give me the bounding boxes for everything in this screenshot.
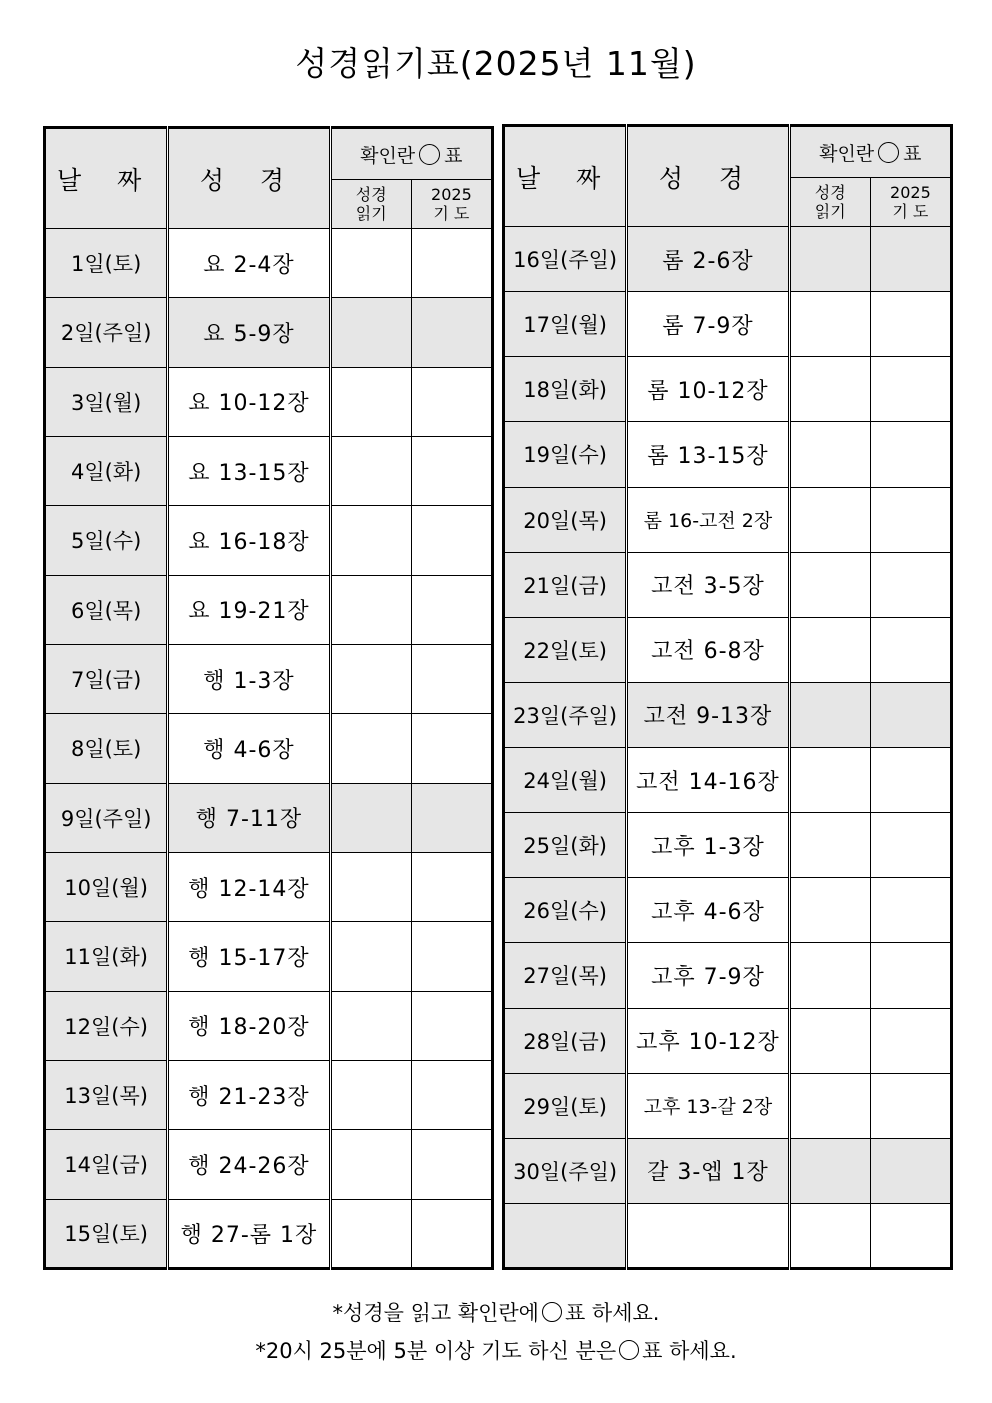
date-cell: 8일(토): [45, 714, 168, 783]
table-row: [504, 1203, 952, 1268]
date-cell: 23일(주일): [504, 682, 627, 747]
read-check-cell[interactable]: [789, 487, 870, 552]
read-check-cell[interactable]: [789, 748, 870, 813]
date-cell: 29일(토): [504, 1073, 627, 1138]
pray-check-cell[interactable]: [411, 783, 492, 852]
table-row: [504, 292, 952, 357]
read-check-cell[interactable]: [330, 1130, 411, 1199]
scripture-cell: 고후 13-갈 2장: [627, 1073, 789, 1138]
date-cell: 27일(목): [504, 943, 627, 1008]
pray-check-cell[interactable]: [411, 367, 492, 436]
table-row: [504, 878, 952, 943]
date-cell: 3일(월): [45, 367, 168, 436]
date-cell: 25일(화): [504, 813, 627, 878]
read-check-cell[interactable]: [330, 852, 411, 921]
date-cell: 13일(목): [45, 1060, 168, 1129]
table-row: [504, 748, 952, 813]
read-check-cell[interactable]: [789, 813, 870, 878]
date-cell: 9일(주일): [45, 783, 168, 852]
table-row: [45, 714, 493, 783]
date-cell: 11일(화): [45, 922, 168, 991]
pray-check-cell[interactable]: [870, 878, 951, 943]
scripture-cell: 고전 6-8장: [627, 617, 789, 682]
scripture-cell: 요 13-15장: [168, 436, 330, 505]
table-row: [504, 422, 952, 487]
scripture-cell: 고후 7-9장: [627, 943, 789, 1008]
date-cell: 26일(수): [504, 878, 627, 943]
table-row: [504, 487, 952, 552]
table-row: [45, 644, 493, 713]
date-cell: 16일(주일): [504, 227, 627, 292]
pray-check-cell[interactable]: [870, 1008, 951, 1073]
scripture-cell: 행 12-14장: [168, 852, 330, 921]
table-row: [45, 367, 493, 436]
read-check-cell[interactable]: [789, 1008, 870, 1073]
pray-check-cell[interactable]: [411, 714, 492, 783]
scripture-cell: 행 24-26장: [168, 1130, 330, 1199]
circle-icon: [878, 142, 899, 163]
header-check: 확인란 표: [789, 126, 951, 178]
table-row: [45, 1060, 493, 1129]
read-check-cell[interactable]: [330, 714, 411, 783]
reading-table-left: [43, 126, 494, 1270]
date-cell: 10일(월): [45, 852, 168, 921]
scripture-cell: 요 2-4장: [168, 229, 330, 298]
scripture-cell: 고전 3-5장: [627, 552, 789, 617]
pray-check-cell[interactable]: [870, 682, 951, 747]
pray-check-cell[interactable]: [870, 813, 951, 878]
table-row: [504, 227, 952, 292]
date-cell: 1일(토): [45, 229, 168, 298]
read-check-cell[interactable]: [789, 1138, 870, 1203]
table-row: [504, 1073, 952, 1138]
read-check-cell[interactable]: [789, 878, 870, 943]
pray-check-cell[interactable]: [870, 227, 951, 292]
date-cell: 22일(토): [504, 617, 627, 682]
read-check-cell[interactable]: [330, 436, 411, 505]
scripture-cell: 고후 4-6장: [627, 878, 789, 943]
pray-check-cell[interactable]: [411, 991, 492, 1060]
pray-check-cell[interactable]: [870, 617, 951, 682]
table-row: [504, 1008, 952, 1073]
table-row: [45, 229, 493, 298]
table-row: [504, 943, 952, 1008]
read-check-cell[interactable]: [789, 552, 870, 617]
scripture-cell: 롬 7-9장: [627, 292, 789, 357]
scripture-cell: 행 27-롬 1장: [168, 1199, 330, 1268]
date-cell: [504, 1203, 627, 1268]
header-read: 성경 읽기: [789, 178, 870, 227]
date-cell: 24일(월): [504, 748, 627, 813]
table-row: [45, 991, 493, 1060]
read-check-cell[interactable]: [330, 298, 411, 367]
circle-icon: [542, 1302, 562, 1322]
table-row: [504, 617, 952, 682]
pray-check-cell[interactable]: [411, 298, 492, 367]
scripture-cell: 롬 10-12장: [627, 357, 789, 422]
pray-check-cell[interactable]: [870, 552, 951, 617]
read-check-cell[interactable]: [330, 575, 411, 644]
footer-note-1: *성경을 읽고 확인란에 표 하세요.: [332, 1301, 660, 1325]
scripture-cell: 행 4-6장: [168, 714, 330, 783]
header-scripture: 성 경: [627, 126, 789, 227]
table-row: [45, 575, 493, 644]
table-row: [45, 1130, 493, 1199]
reading-table-right: [502, 124, 953, 1270]
scripture-cell: 요 16-18장: [168, 506, 330, 575]
date-cell: 7일(금): [45, 644, 168, 713]
scripture-cell: [627, 1203, 789, 1268]
read-check-cell[interactable]: [789, 682, 870, 747]
date-cell: 28일(금): [504, 1008, 627, 1073]
header-pray: 2025 기 도: [411, 180, 492, 229]
date-cell: 15일(토): [45, 1199, 168, 1268]
header-check: 확인란 표: [330, 128, 492, 180]
read-check-cell[interactable]: [789, 357, 870, 422]
read-check-cell[interactable]: [789, 943, 870, 1008]
table-row: [504, 552, 952, 617]
pray-check-cell[interactable]: [411, 1060, 492, 1129]
scripture-cell: 행 7-11장: [168, 783, 330, 852]
scripture-cell: 요 19-21장: [168, 575, 330, 644]
pray-check-cell[interactable]: [870, 1138, 951, 1203]
date-cell: 5일(수): [45, 506, 168, 575]
date-cell: 17일(월): [504, 292, 627, 357]
date-cell: 20일(목): [504, 487, 627, 552]
pray-check-cell[interactable]: [870, 357, 951, 422]
read-check-cell[interactable]: [789, 617, 870, 682]
pray-check-cell[interactable]: [870, 1203, 951, 1268]
header-scripture: 성 경: [168, 128, 330, 229]
table-row: [45, 783, 493, 852]
table-row: [504, 682, 952, 747]
header-pray: 2025 기 도: [870, 178, 951, 227]
read-check-cell[interactable]: [789, 227, 870, 292]
table-row: [45, 922, 493, 991]
pray-check-cell[interactable]: [411, 922, 492, 991]
read-check-cell[interactable]: [789, 422, 870, 487]
scripture-cell: 롬 16-고전 2장: [627, 487, 789, 552]
scripture-cell: 롬 2-6장: [627, 227, 789, 292]
read-check-cell[interactable]: [330, 922, 411, 991]
pray-check-cell[interactable]: [870, 943, 951, 1008]
pray-check-cell[interactable]: [870, 292, 951, 357]
date-cell: 4일(화): [45, 436, 168, 505]
scripture-cell: 행 21-23장: [168, 1060, 330, 1129]
page-title: 성경읽기표(2025년 11월): [295, 44, 697, 83]
pray-check-cell[interactable]: [870, 487, 951, 552]
header-read: 성경 읽기: [330, 180, 411, 229]
scripture-cell: 고후 10-12장: [627, 1008, 789, 1073]
pray-check-cell[interactable]: [411, 1130, 492, 1199]
table-row: [45, 436, 493, 505]
scripture-cell: 행 18-20장: [168, 991, 330, 1060]
pray-check-cell[interactable]: [411, 506, 492, 575]
pray-check-cell[interactable]: [411, 852, 492, 921]
pray-check-cell[interactable]: [411, 575, 492, 644]
pray-check-cell[interactable]: [411, 229, 492, 298]
table-row: [45, 506, 493, 575]
scripture-cell: 갈 3-엡 1장: [627, 1138, 789, 1203]
read-check-cell[interactable]: [330, 783, 411, 852]
read-check-cell[interactable]: [330, 1060, 411, 1129]
read-check-cell[interactable]: [789, 1073, 870, 1138]
table-row: [504, 1138, 952, 1203]
read-check-cell[interactable]: [330, 229, 411, 298]
pray-check-cell[interactable]: [870, 422, 951, 487]
table-row: [45, 298, 493, 367]
pray-check-cell[interactable]: [411, 644, 492, 713]
header-date: 날 짜: [45, 128, 168, 229]
read-check-cell[interactable]: [330, 991, 411, 1060]
scripture-cell: 고전 9-13장: [627, 682, 789, 747]
scripture-cell: 행 15-17장: [168, 922, 330, 991]
read-check-cell[interactable]: [789, 292, 870, 357]
scripture-cell: 행 1-3장: [168, 644, 330, 713]
pray-check-cell[interactable]: [411, 1199, 492, 1268]
date-cell: 21일(금): [504, 552, 627, 617]
scripture-cell: 요 10-12장: [168, 367, 330, 436]
date-cell: 14일(금): [45, 1130, 168, 1199]
pray-check-cell[interactable]: [870, 1073, 951, 1138]
table-row: [504, 357, 952, 422]
scripture-cell: 롬 13-15장: [627, 422, 789, 487]
scripture-cell: 고후 1-3장: [627, 813, 789, 878]
read-check-cell[interactable]: [330, 644, 411, 713]
pray-check-cell[interactable]: [870, 748, 951, 813]
read-check-cell[interactable]: [330, 367, 411, 436]
table-row: [45, 852, 493, 921]
footer-note-2: *20시 25분에 5분 이상 기도 하신 분은 표 하세요.: [255, 1339, 737, 1363]
header-date: 날 짜: [504, 126, 627, 227]
circle-icon: [419, 144, 440, 165]
date-cell: 18일(화): [504, 357, 627, 422]
date-cell: 30일(주일): [504, 1138, 627, 1203]
table-row: [504, 813, 952, 878]
date-cell: 12일(수): [45, 991, 168, 1060]
read-check-cell[interactable]: [789, 1203, 870, 1268]
table-row: [45, 1199, 493, 1268]
date-cell: 2일(주일): [45, 298, 168, 367]
scripture-cell: 고전 14-16장: [627, 748, 789, 813]
read-check-cell[interactable]: [330, 1199, 411, 1268]
circle-icon: [619, 1340, 639, 1360]
scripture-cell: 요 5-9장: [168, 298, 330, 367]
pray-check-cell[interactable]: [411, 436, 492, 505]
read-check-cell[interactable]: [330, 506, 411, 575]
date-cell: 19일(수): [504, 422, 627, 487]
date-cell: 6일(목): [45, 575, 168, 644]
